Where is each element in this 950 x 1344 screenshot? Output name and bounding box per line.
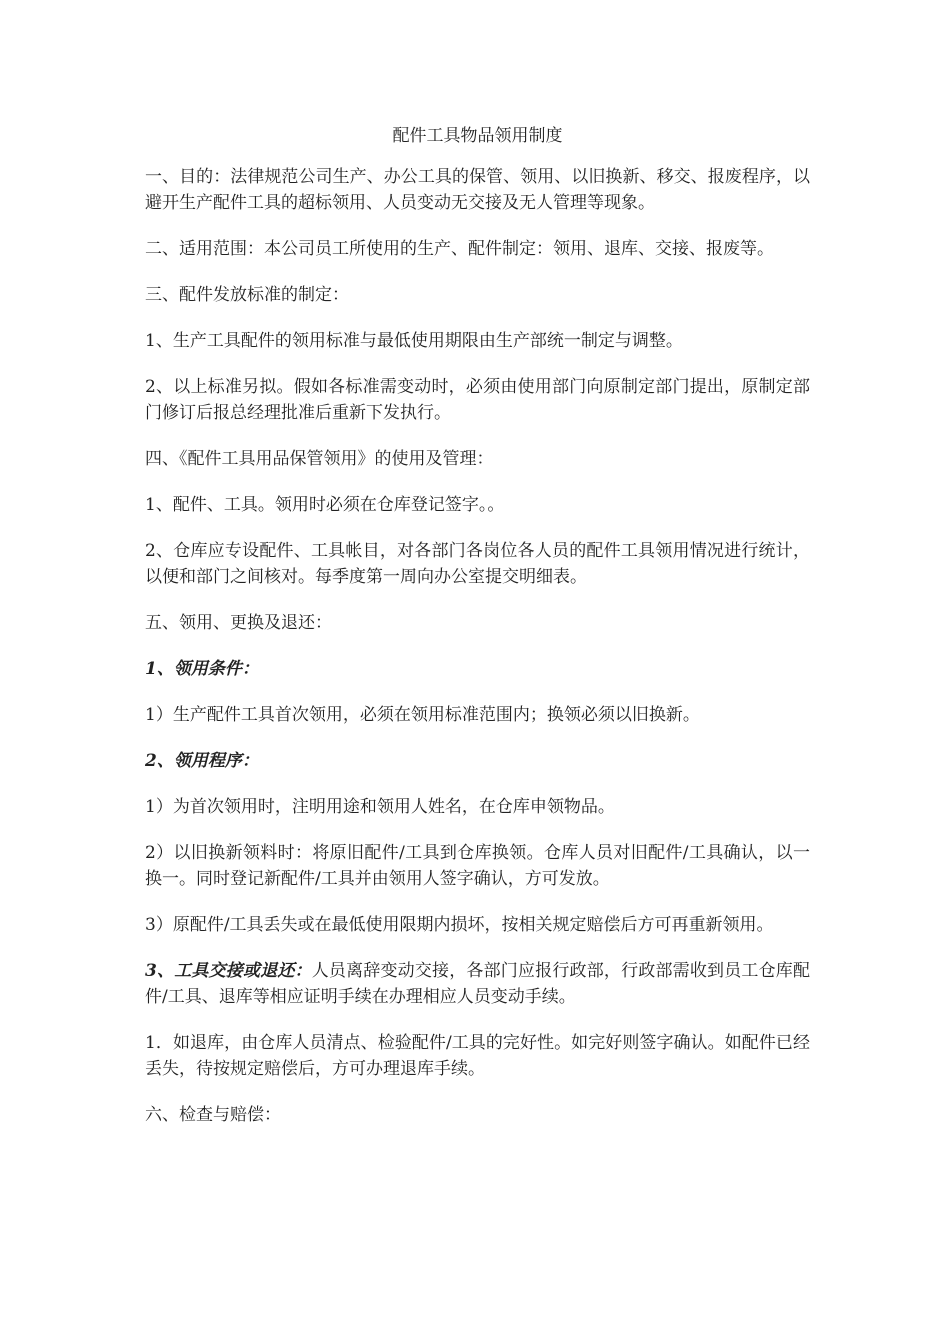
paragraph-purpose: 一、目的：法律规范公司生产、办公工具的保管、领用、以旧换新、移交、报废程序，以避开生产配件工具的超标领用、人员变动无交接及无人管理等现象。: [145, 167, 810, 213]
section-heading-standards: 三、配件发放标准的制定：: [145, 285, 349, 305]
section-heading-requisition: 五、领用、更换及退还：: [145, 613, 332, 633]
paragraph-procedure-2: 2）以旧换新领料时：将原旧配件/工具到仓库换领。仓库人员对旧配件/工具确认，以一换一。同时登记新配件/工具并由领用人签字确认，方可发放。: [145, 843, 810, 889]
section-heading-inspection: 六、检查与赔偿：: [145, 1105, 281, 1125]
section-heading-usage: 四、《配件工具用品保管领用》的使用及管理：: [145, 449, 494, 469]
paragraph-standard-1: 1、生产工具配件的领用标准与最低使用期限由生产部统一制定与调整。: [145, 331, 683, 351]
paragraph-standard-2: 2、以上标准另拟。假如各标准需变动时，必须由使用部门向原制定部门提出，原制定部门修订后报总经理批准后重新下发执行。: [145, 377, 810, 423]
paragraph-handover: [145, 958, 810, 1010]
paragraph-procedure-3: 3）原配件/工具丢失或在最低使用限期内损坏，按相关规定赔偿后方可再重新领用。: [145, 915, 774, 935]
subheading-procedure: 2、领用程序：: [145, 751, 259, 771]
document-title: 配件工具物品领用制度: [392, 126, 563, 146]
paragraph-usage-2: 2、仓库应专设配件、工具帐目，对各部门各岗位各人员的配件工具领用情况进行统计，以便和部门之间核对。每季度第一周向办公室提交明细表。: [145, 541, 810, 587]
paragraph-procedure-1: 1）为首次领用时，注明用途和领用人姓名，在仓库申领物品。: [145, 797, 615, 817]
paragraph-usage-1: 1、配件、工具。领用时必须在仓库登记签字。。: [145, 495, 505, 515]
paragraph-scope: 二、适用范围：本公司员工所使用的生产、配件制定：领用、退库、交接、报废等。: [145, 239, 774, 259]
paragraph-condition-1: 1）生产配件工具首次领用，必须在领用标准范围内；换领必须以旧换新。: [145, 705, 700, 725]
paragraph-return-1: 1．如退库，由仓库人员清点、检验配件/工具的完好性。如完好则签字确认。如配件已经丢失，待按规定赔偿后，方可办理退库手续。: [145, 1033, 810, 1079]
subheading-handover: 3、工具交接或退还：: [145, 961, 312, 981]
subheading-conditions: 1、领用条件：: [145, 659, 259, 679]
paragraph-handover-text: 人员离辞变动交接，各部门应报行政部，行政部需收到员工仓库配件/工具、退库等相应证明手续在办理相应人员变动手续。: [145, 961, 810, 1007]
document-page: [145, 118, 810, 1148]
